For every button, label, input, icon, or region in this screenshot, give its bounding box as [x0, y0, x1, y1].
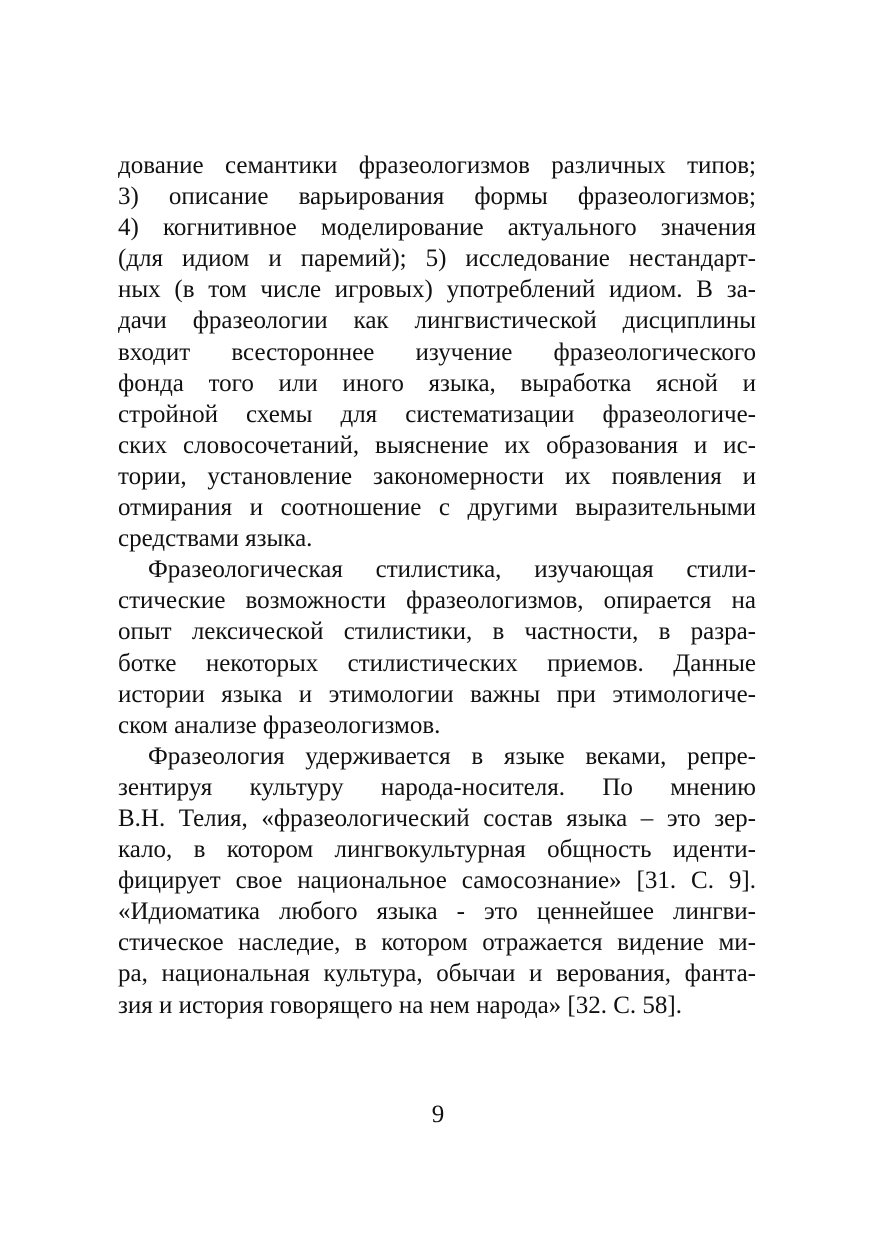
text-line: тории, установление закономерности их появления и [118, 462, 756, 490]
text-line: ных (в том числе игровых) употреблений идиом. В за- [118, 276, 756, 304]
text-line: ра, национальная культура, обычаи и верования, фанта- [118, 960, 756, 988]
text-line: средствами языка. [118, 525, 313, 553]
text-line: фонда того или иного языка, выработка ясной и [118, 369, 756, 397]
text-line: входит всестороннее изучение фразеологического [118, 338, 756, 366]
text-line: (для идиом и паремий); 5) исследование нестандарт- [118, 245, 756, 273]
text-line: зия и история говорящего на нем народа» [32. С. 58]. [118, 991, 682, 1019]
text-line: Фразеологическая стилистика, изучающая стили- [148, 556, 756, 584]
text-line: дачи фразеологии как лингвистической дисциплины [118, 307, 756, 335]
text-line: стройной схемы для систематизации фразеологиче- [118, 400, 756, 428]
text-line: ботке некоторых стилистических приемов. Данные [118, 649, 756, 677]
page-number: 9 [431, 1101, 445, 1128]
text-line: опыт лексической стилистики, в частности, в разра- [118, 618, 756, 646]
paragraph [118, 741, 756, 1021]
text-line: Фразеология удерживается в языке веками, репре- [148, 742, 756, 770]
text-line: фицирует свое национальное самосознание» [31. С. 9]. [118, 867, 756, 895]
text-line: стическое наследие, в котором отражается видение ми- [118, 929, 756, 957]
paragraph [118, 150, 756, 554]
text-line: дование семантики фразеологизмов различных типов; [118, 152, 756, 179]
text-line: 3) описание варьирования формы фразеологизмов; [118, 183, 756, 211]
text-line: «Идиоматика любого языка - это ценнейшее лингви- [118, 898, 756, 926]
body-text [118, 150, 756, 1021]
text-line: стические возможности фразеологизмов, опирается на [118, 587, 756, 615]
text-line: ских словосочетаний, выяснение их образования и ис- [118, 431, 756, 459]
text-line: кало, в котором лингвокультурная общность иденти- [118, 836, 756, 864]
text-line: 4) когнитивное моделирование актуального значения [118, 214, 756, 242]
text-line: зентируя культуру народа-носителя. По мнению [118, 773, 756, 801]
text-line: отмирания и соотношение с другими выразительными [118, 494, 756, 522]
text-line: истории языка и этимологии важны при этимологиче- [118, 680, 756, 708]
text-line: В.Н. Телия, «фразеологический состав языка – это зер- [118, 804, 756, 832]
paragraph [118, 554, 756, 741]
text-line: ском анализе фразеологизмов. [118, 711, 441, 739]
